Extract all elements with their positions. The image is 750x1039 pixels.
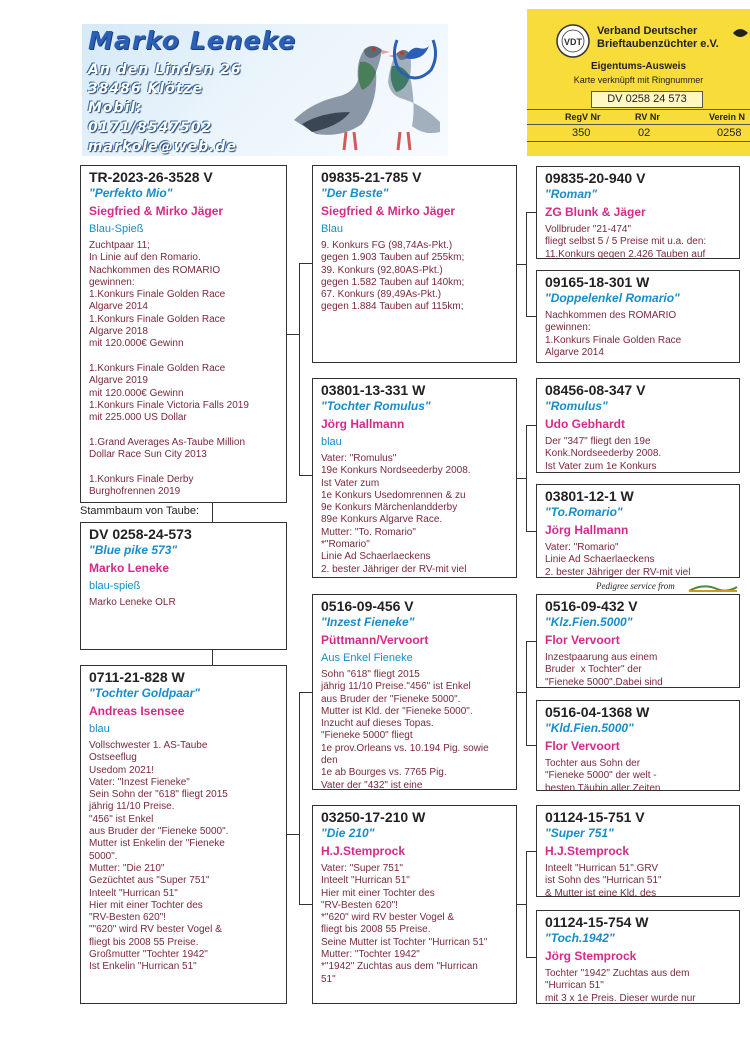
connector-line — [299, 263, 312, 264]
breeder-street: An den Linden 26 — [88, 62, 242, 78]
pedigree-service-label: Pedigree service from — [596, 581, 675, 591]
card-ring-number: DV 0258 24 573 — [591, 91, 703, 108]
pigeon-name: "Tochter Romulus" — [321, 399, 431, 413]
pigeon-name: "Kld.Fien.5000" — [545, 721, 634, 735]
description: Inzestpaarung aus einem Bruder x Tochter" der "Fieneke 5000".Dabei sind — [545, 652, 663, 688]
pigeon-card-father[interactable] — [80, 165, 287, 503]
color: blau — [89, 723, 110, 735]
pedigree-service-logo-icon — [687, 583, 739, 593]
pigeon-card-ffm[interactable] — [536, 270, 740, 363]
ring-number: TR-2023-26-3528 V — [89, 169, 213, 185]
card-val-rv: 02 — [638, 127, 651, 139]
description: Sohn "618" fliegt 2015 jährig 11/10 Preise."456" ist Enkel aus Bruder der "Fieneke 5000". Mutter ist Kld. der "Fieneke 5000". Inzucht auf dieses Topas. "Fieneke 5000" fliegt 1e prov.Orleans vs. 10.194 Pig. sowie den 1e ab Bourges vs. 7765 Pig. Vater der "432" ist eine — [321, 669, 489, 790]
description: Inteelt "Hurrican 51".GRV ist Sohn des "Hurrican 51" & Mutter ist eine Kld. des — [545, 863, 662, 897]
connector-line — [526, 957, 536, 958]
breeder: Andreas Isensee — [89, 704, 185, 718]
breeder-name: Marko Leneke — [88, 26, 297, 55]
breeder: Flor Vervoort — [545, 633, 620, 647]
pigeon-card-mff[interactable] — [536, 594, 740, 688]
card-org-line2: Brieftaubenzüchter e.V. — [597, 38, 719, 50]
description: Vollbruder "21-474" fliegt selbst 5 / 5 Preise mit u.a. den: 11.Konkurs gegen 2.426 Tauben auf — [545, 224, 707, 259]
pigeon-name: "Toch.1942" — [545, 931, 615, 945]
pigeon-name: "Die 210" — [321, 826, 375, 840]
pigeon-card-mother-father[interactable] — [312, 594, 517, 790]
color: Blau — [321, 223, 344, 235]
pigeon-card-mmf[interactable] — [536, 805, 740, 897]
color: Blau-Spieß — [89, 223, 144, 235]
pigeon-name: "Roman" — [545, 187, 598, 201]
description: Der "347" fliegt den 19e Konk.Nordseederby 2008. Ist Vater zum 1e Konkurs — [545, 436, 662, 472]
description: Vater: "Super 751" Inteelt "Hurrican 51" Hier mit einer Tochter des "RV-Besten 620"! *"620" wird RV bester Vogel & fliegt bis 2008 55 Preise. Seine Mutter ist Tochter "Hurrican 51" Mutter: "Tochter 1942" *"1942" Zuchtas aus dem "Hurrican 51" — [321, 863, 488, 985]
breeder-banner — [82, 24, 448, 156]
ring-number: 01124-15-751 V — [545, 809, 645, 825]
ring-number: 08456-08-347 V — [545, 382, 646, 398]
connector-line — [526, 641, 536, 642]
pigeon-card-mfm[interactable] — [536, 700, 740, 791]
connector-line — [299, 263, 300, 475]
mobil-label: Mobil: — [88, 100, 143, 116]
description: Vollschwester 1. AS-Taube Ostseeflug Usedom 2021! Vater: "Inzest Fieneke" Sein Sohn der "618" fliegt 2015 jährig 11/10 Preise. "456" ist Enkel aus Bruder der "Fieneke 5000". Mutter ist Enkelin der "Fieneke 5000". Mutter: "Die 210" Gezüchtet aus "Super 751" Inteelt "Hurrican 51" Hier mit einer Tochter des "RV-Besten 620"! ""620" wird RV bester Vogel & fliegt bis 2008 55 Preise. Großmutter "Tochter 1942" Ist Enkelin "Hurrican 51" — [89, 740, 229, 973]
description: 9. Konkurs FG (98,74As-Pkt.) gegen 1.903 Tauben auf 255km; 39. Konkurs (92,80AS-Pkt.) gegen 1.582 Tauben auf 140km; 67. Konkurs (89,49As-Pkt.) gegen 1.884 Tauben auf 115km; — [321, 240, 465, 313]
ring-number: 0516-09-456 V — [321, 598, 414, 614]
breeder: Jörg Stemprock — [545, 949, 637, 963]
breeder: H.J.Stemprock — [545, 844, 630, 858]
connector-line — [526, 212, 527, 316]
pigeon-name: "Doppelenkel Romario" — [545, 291, 680, 305]
pigeon-name: "Super 751" — [545, 826, 614, 840]
color: Aus Enkel Fieneke — [321, 652, 413, 664]
breeder: H.J.Stemprock — [321, 844, 406, 858]
vdt-logo-text: VDT — [564, 37, 582, 47]
wreath-emblem-icon — [387, 26, 443, 82]
pigeon-name: "Tochter Goldpaar" — [89, 686, 200, 700]
connector-line — [526, 641, 527, 745]
pigeon-card-subject[interactable] — [80, 522, 287, 650]
description: Zuchtpaar 11; In Linie auf den Romario. Nachkommen des ROMARIO gewinnen: 1.Konkurs Finale Golden Race Algarve 2014 1.Konkurs Finale Golden Race Algarve 2018 mit 120.000€ Gewinn 1.Konkurs Finale Golden Race Algarve 2019 mit 120.000€ Gewinn 1.Konkurs Finale Victoria Falls 2019 mit 225.000 US Dollar 1.Grand Averages As-Taube Million Dollar Race Sun City 2013 1.Konkurs Finale Derby Burghofrennen 2019 — [89, 240, 249, 497]
breeder: ZG Blunk & Jäger — [545, 205, 646, 219]
connector-line — [299, 692, 300, 904]
card-org-line1: Verband Deutscher — [597, 25, 698, 37]
ring-number: 03801-12-1 W — [545, 488, 634, 504]
connector-line — [526, 316, 536, 317]
connector-line — [299, 475, 312, 476]
pigeon-card-fmm[interactable] — [536, 484, 740, 578]
pigeon-card-father-mother[interactable] — [312, 378, 517, 578]
stammbaum-label: Stammbaum von Taube: — [80, 505, 200, 517]
card-col-rv: RV Nr — [635, 112, 660, 122]
ring-number: 09165-18-301 W — [545, 274, 650, 290]
pigeon-name: "To.Romario" — [545, 505, 623, 519]
breeder-phone: 0171/8547502 — [88, 120, 213, 136]
ring-number: 0711-21-828 W — [89, 669, 185, 685]
pigeon-name: "Blue pike 573" — [89, 543, 178, 557]
card-col-verein: Verein N — [709, 112, 746, 122]
pigeon-name: "Perfekto Mio" — [89, 186, 173, 200]
ring-number: 01124-15-754 W — [545, 914, 649, 930]
card-subtitle: Karte verknüpft mit Ringnummer — [573, 75, 704, 85]
breeder: Jörg Hallmann — [545, 523, 629, 537]
connector-line — [212, 650, 213, 665]
breeder: Marko Leneke — [89, 561, 170, 575]
card-col-regv: RegV Nr — [565, 112, 601, 122]
connector-line — [212, 503, 213, 522]
pigeon-name: "Inzest Fieneke" — [321, 615, 415, 629]
ring-number: 09835-21-785 V — [321, 169, 422, 185]
connector-line — [526, 851, 527, 957]
card-val-verein: 0258 — [717, 127, 742, 139]
pigeon-card-father-father[interactable] — [312, 165, 517, 363]
description: Tochter aus Sohn der "Fieneke 5000" der welt - besten Täubin aller Zeiten. — [545, 758, 664, 791]
flag-emblem-icon — [731, 25, 750, 41]
description: Vater: "Romulus" 19e Konkurs Nordseederby 2008. Ist Vater zum 1e Konkurs Usedomrennen & zu 9e Konkurs Märchenlandderby 89e Konkurs Algarve Race. Mutter: "To. Romario" *"Romario" Linie Ad Schaerlaeckens 2. bester Jähriger der RV-mit viel — [321, 453, 471, 575]
breeder: Flor Vervoort — [545, 739, 620, 753]
connector-line — [526, 212, 536, 213]
breeder-email: markole@web.de — [88, 139, 237, 155]
ring-number: 03250-17-210 W — [321, 809, 426, 825]
breeder: Püttmann/Vervoort — [321, 633, 429, 647]
pigeon-name: "Der Beste" — [321, 186, 389, 200]
connector-line — [526, 851, 536, 852]
pigeon-name: "Romulus" — [545, 399, 608, 413]
ring-number: 0516-04-1368 W — [545, 704, 650, 720]
breeder: Siegfried & Mirko Jäger — [321, 204, 456, 218]
connector-line — [299, 904, 312, 905]
connector-line — [526, 425, 536, 426]
description: Nachkommen des ROMARIO gewinnen: 1.Konkurs Finale Golden Race Algarve 2014 — [545, 310, 682, 358]
ring-number: 0516-09-432 V — [545, 598, 638, 614]
ownership-id-card — [527, 9, 750, 156]
pigeon-card-mother-mother[interactable] — [312, 805, 517, 1004]
connector-line — [526, 531, 536, 532]
ring-number: 09835-20-940 V — [545, 170, 646, 186]
description: Vater: "Romario" Linie Ad Schaerlaeckens 2. bester Jähriger der RV-mit viel — [545, 542, 691, 578]
vdt-logo-icon — [555, 23, 591, 59]
card-title: Eigentums-Ausweis — [590, 61, 687, 72]
description: Marko Leneke OLR — [89, 597, 176, 608]
ring-number: 03801-13-331 W — [321, 382, 426, 398]
connector-line — [526, 425, 527, 531]
ring-number: DV 0258-24-573 — [89, 526, 192, 542]
pigeon-name: "Klz.Fien.5000" — [545, 615, 633, 629]
connector-line — [526, 745, 536, 746]
connector-line — [299, 692, 312, 693]
description: Tochter "1942" Zuchtas aus dem "Hurrican 51" mit 3 x 1e Preis. Dieser wurde nur — [545, 968, 696, 1004]
breeder: Jörg Hallmann — [321, 417, 405, 431]
color: blau-spieß — [89, 580, 141, 592]
color: blau — [321, 436, 342, 448]
card-val-regv: 350 — [572, 127, 591, 139]
pigeon-card-fmf[interactable] — [536, 378, 740, 473]
breeder: Udo Gebhardt — [545, 417, 625, 431]
breeder-city: 38486 Klötze — [88, 81, 204, 97]
pigeon-card-mmm[interactable] — [536, 910, 740, 1004]
pigeon-card-mother[interactable] — [80, 665, 287, 1004]
pigeon-card-fff[interactable] — [536, 166, 740, 259]
breeder: Siegfried & Mirko Jäger — [89, 204, 224, 218]
